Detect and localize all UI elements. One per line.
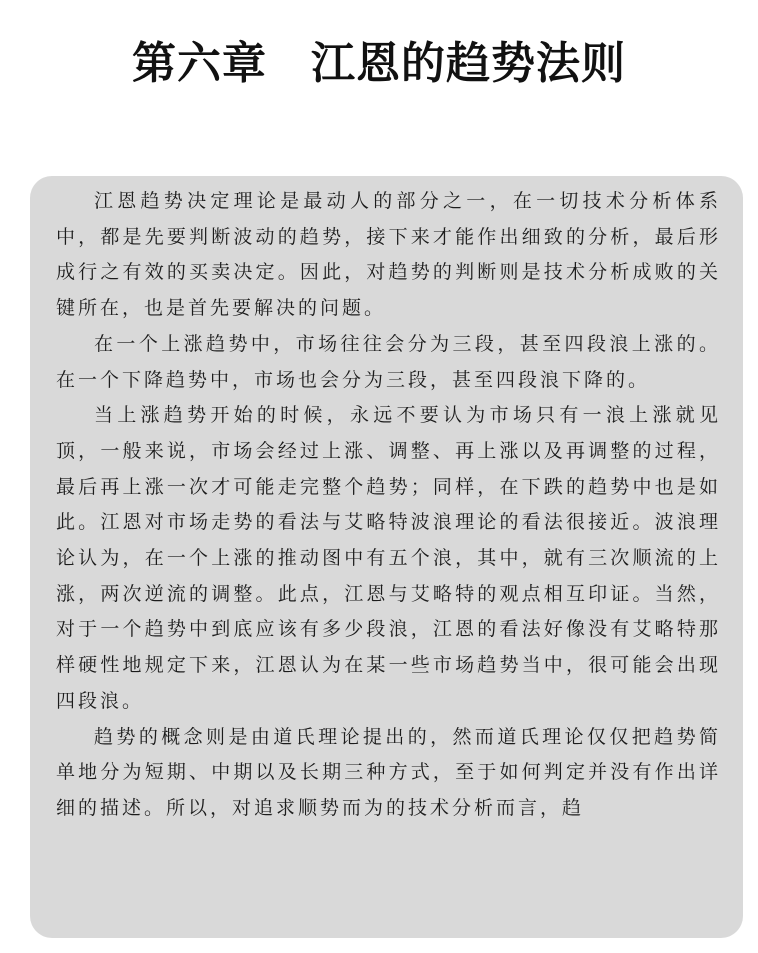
paragraph-elliott-comparison: 当上涨趋势开始的时候，永远不要认为市场只有一浪上涨就见顶，一般来说，市场会经过上涨、调整、再上涨以及再调整的过程，最后再上涨一次才可能走完整个趋势；同样，在下跌的趋势中也是如此。江恩对市场走势的看法与艾略特波浪理论的看法很接近。波浪理论认为，在一个上涨的推动图中有五个浪，其中，就有三次顺流的上涨，两次逆流的调整。此点，江恩与艾略特的观点相互印证。当然，对于一个趋势中到底应该有多少段浪，江恩的看法好像没有艾略特那样硬性地规定下来，江恩认为在某一些市场趋势当中，很可能会出现四段浪。: [56, 404, 721, 712]
paragraph-trend-theory: 江恩趋势决定理论是最动人的部分之一，在一切技术分析体系中，都是先要判断波动的趋势，接下来才能作出细致的分析，最后形成行之有效的买卖决定。因此，对趋势的判断则是技术分析成败的关键所在，也是首先要解决的问题。: [56, 190, 721, 320]
paragraph-dow-theory: 趋势的概念则是由道氏理论提出的，然而道氏理论仅仅把趋势简单地分为短期、中期以及长期三种方式，至于如何判定并没有作出详细的描述。所以，对追求顺势而为的技术分析而言，趋: [56, 725, 721, 819]
text-panel: [30, 176, 743, 938]
chapter-name: 江恩的趋势法则: [311, 38, 626, 90]
chapter-title: [0, 35, 758, 93]
paragraph-three-waves: 在一个上涨趋势中，市场往往会分为三段，甚至四段浪上涨的。在一个下降趋势中，市场也会分为三段，甚至四段浪下降的。: [56, 332, 721, 391]
chapter-number: 第六章: [132, 38, 267, 90]
